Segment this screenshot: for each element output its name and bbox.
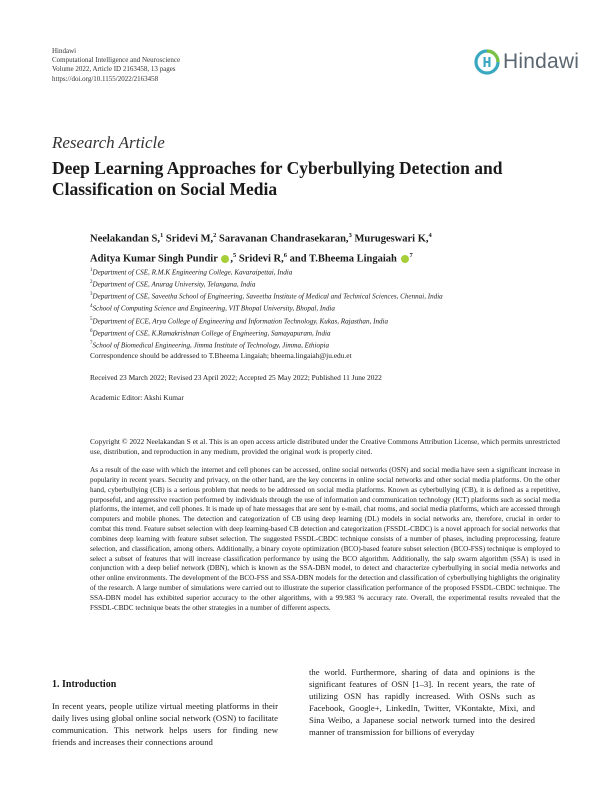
intro-column-left: In recent years, people utilize virtual meeting platforms in their daily lives using global online social network (OSN) to facilitate communication. This network helps users for finding new friends and increases their connections around xyxy=(52,701,278,747)
affiliation xyxy=(90,278,560,290)
article-type: Research Article xyxy=(52,133,165,152)
author-sup: 7 xyxy=(409,251,413,259)
affiliation-sup: 6 xyxy=(90,328,93,334)
volume-info: Volume 2022, Article ID 2163458, 13 pages xyxy=(52,65,176,74)
author-name: Sridevi M, xyxy=(163,233,214,245)
affiliation xyxy=(90,327,560,339)
correspondence: Correspondence should be addressed to T.Bheema Lingaiah; bheema.lingaiah@ju.edu.et xyxy=(90,351,352,360)
affiliation-sup: 5 xyxy=(90,316,93,322)
affiliation-sup: 7 xyxy=(90,340,93,346)
logo-wordmark: Hindawi xyxy=(503,50,580,73)
abstract: As a result of the ease with which the internet and cell phones can be accessed, online social networks (OSN) and social media have seen a significant increase in popularity in recent years. Security and privacy, on the other hand, are the key concerns in online social networks and other social media platforms. On the other hand, cyberbullying (CB) is a serious problem that needs to be addressed on social media platforms. Known as cyberbullying (CB), it is defined as a repetitive, purposeful, and aggressive reaction performed by individuals through the use of information and communication technology (ICT) platforms such as social media platforms, the internet, and cell phones. It is made up of hate messages that are sent by e-mail, chat rooms, and social media platforms, which are accessed through computers and mobile phones. The detection and categorization of CB using deep learning (DL) models in social networks are, therefore, crucial in order to combat this trend. Feature subset selection with deep learning-based CB detection and categorization (FSSDL-CBDC) is a novel approach for social networks that combines deep learning with feature subset selection. The suggested FSSDL-CBDC technique consists of a number of phases, including preprocessing, feature selection, and classification, among others. Additionally, a binary coyote optimization (BCO)-based feature subset selection (BCO-FSS) technique is employed to select a subset of features that will increase classification performance by using the BCO algorithm. Additionally, the salp swarm algorithm (SSA) is used in conjunction with a deep belief network (DBN), which is known as the SSA-DBN model, to detect and characterize cyberbullying in social media networks and other online environments. The development of the BCO-FSS and SSA-DBN models for the detection and classification of cyberbullying highlights the originality of the research. A large number of simulations were carried out to illustrate the superior classification performance of the proposed FSSDL-CBDC technique. The SSA-DBN model has exhibited superior accuracy to the other algorithms, with a 99.983 % accuracy rate. Overall, the experimental results revealed that the FSSDL-CBDC technique beats the other strategies in a number of different aspects. xyxy=(90,466,560,612)
affiliation-text: Department of ECE, Arya College of Engineering and Information Technology, Kukas, Rajasthan, India xyxy=(92,316,389,325)
orcid-icon[interactable] xyxy=(221,255,229,263)
author-name: and T.Bheema Lingaiah xyxy=(287,253,397,264)
author-sup: 2 xyxy=(213,232,217,239)
affiliation-sup: 3 xyxy=(90,292,93,298)
section-heading: 1. Introduction xyxy=(52,679,117,690)
article-dates: Received 23 March 2022; Revised 23 April 2022; Accepted 25 May 2022; Published 11 June 2022 xyxy=(90,373,382,382)
affiliation-list xyxy=(90,266,560,351)
affiliation xyxy=(90,290,560,302)
author-sup: 5 xyxy=(232,251,237,259)
author-name: Saravanan Chandrasekaran, xyxy=(216,233,349,245)
orcid-icon[interactable] xyxy=(401,255,409,263)
author-name: Sridevi R, xyxy=(236,253,284,264)
affiliation-text: Department of CSE, Anurag University, Telangana, India xyxy=(92,280,256,289)
affiliation-sup: 2 xyxy=(90,280,93,286)
copyright-notice: Copyright © 2022 Neelakandan S et al. This is an open access article distributed under the Creative Commons Attribution License, which permits unrestricted use, distribution, and reproduction in any medium, provided the original work is properly cited. xyxy=(90,437,560,456)
intro-column-right: the world. Furthermore, sharing of data and opinions is the significant features of OSN [1–3]. In recent years, the rate of utilizing OSN has rapidly increased. With OSNs such as Facebook, Google+, LinkedIn, Twitter, VKontakte, Mixi, and Sina Weibo, a Japanese social network turned into the desired manner of transmission for billions of everyday xyxy=(309,667,535,737)
affiliation xyxy=(90,339,560,351)
doi-link[interactable]: https://doi.org/10.1155/2022/2163458 xyxy=(52,74,159,83)
author-sup: 4 xyxy=(428,232,432,239)
journal-header xyxy=(52,47,180,84)
affiliation-sup: 4 xyxy=(90,304,93,310)
affiliation-text: Department of CSE, Saveetha School of Engineering, Saveetha Institute of Medical and Technical Sciences, Chennai, India xyxy=(92,292,443,301)
hindawi-logo-icon xyxy=(474,49,500,75)
affiliation-text: Department of CSE, R.M.K Engineering College, Kavaraipettai, India xyxy=(92,268,293,277)
author-list: Neelakandan S,$^1$ Sridevi M,$^2$ Saravanan Chandrasekaran,$^3$ Murugeswari K,$^4$ Aditya Kumar Singh Pundir ,$^5$ Sridevi R,$^6$ and T.Bheema Lingaiah $^7$ xyxy=(90,232,432,264)
affiliation xyxy=(90,315,560,327)
affiliation-text: School of Computing Science and Engineering, VIT Bhopal University, Bhopal, India xyxy=(92,304,335,313)
author-name: Murugeswari K, xyxy=(351,233,429,245)
author-name: Aditya Kumar Singh Pundir xyxy=(90,253,218,264)
author-sup: 3 xyxy=(348,232,352,239)
affiliation xyxy=(90,302,560,314)
affiliation-text: School of Biomedical Engineering, Jimma Institute of Technology, Jimma, Ethiopia xyxy=(92,341,330,350)
affiliation-sup: 1 xyxy=(90,268,93,273)
hindawi-logo[interactable] xyxy=(474,49,579,75)
affiliation-text: Department of CSE, K.Ramakrishnan College of Engineering, Samayapuram, India xyxy=(92,329,331,338)
author-sup: 1 xyxy=(160,232,164,239)
journal-name: Computational Intelligence and Neuroscience xyxy=(52,56,181,65)
paper-title: Deep Learning Approaches for Cyberbullying Detection and Classification on Social Media xyxy=(52,158,503,199)
academic-editor: Academic Editor: Akshi Kumar xyxy=(90,393,184,402)
publisher-name: Hindawi xyxy=(52,47,77,55)
author-sup: 6 xyxy=(283,251,287,259)
affiliation xyxy=(90,266,560,278)
author-name: Neelakandan S, xyxy=(90,233,161,245)
